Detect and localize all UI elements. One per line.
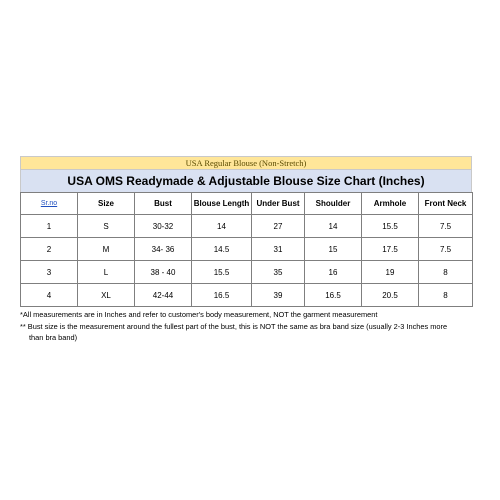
table-row (21, 238, 473, 261)
size-chart-table (20, 192, 473, 307)
table-row (21, 215, 473, 238)
header-size: Size (78, 193, 135, 215)
header-srno-link[interactable]: Sr.no (21, 193, 78, 215)
table-row (21, 284, 473, 307)
cell-front-neck: 7.5 (419, 215, 473, 238)
cell-front-neck: 8 (419, 284, 473, 307)
footnote-bust: ** Bust size is the measurement around the fullest part of the bust, this is NOT the same as bra band size (usually 2-3 Inches more (20, 321, 448, 331)
cell-under-bust: 39 (252, 284, 305, 307)
header-row (21, 193, 473, 215)
cell-srno: 2 (21, 238, 78, 261)
header-blouse-length: Blouse Length (192, 193, 252, 215)
cell-bust: 38 - 40 (135, 261, 192, 284)
size-chart-sheet (20, 156, 472, 344)
cell-blouse-length: 15.5 (192, 261, 252, 284)
table-row (21, 261, 473, 284)
footnotes (20, 309, 472, 344)
cell-front-neck: 8 (419, 261, 473, 284)
footnote-measurements: *All measurements are in Inches and refer to customer's body measurement, NOT the garment measurement (20, 310, 378, 319)
cell-shoulder: 14 (305, 215, 362, 238)
cell-armhole: 20.5 (362, 284, 419, 307)
header-front-neck: Front Neck (419, 193, 473, 215)
cell-armhole: 15.5 (362, 215, 419, 238)
cell-under-bust: 31 (252, 238, 305, 261)
cell-shoulder: 16.5 (305, 284, 362, 307)
cell-blouse-length: 16.5 (192, 284, 252, 307)
cell-blouse-length: 14.5 (192, 238, 252, 261)
header-under-bust: Under Bust (252, 193, 305, 215)
footnote-bust-continued: than bra band) (29, 333, 78, 342)
cell-blouse-length: 14 (192, 215, 252, 238)
cell-armhole: 19 (362, 261, 419, 284)
header-shoulder: Shoulder (305, 193, 362, 215)
cell-front-neck: 7.5 (419, 238, 473, 261)
header-armhole: Armhole (362, 193, 419, 215)
cell-srno: 3 (21, 261, 78, 284)
cell-bust: 30-32 (135, 215, 192, 238)
cell-size: S (78, 215, 135, 238)
cell-size: XL (78, 284, 135, 307)
cell-armhole: 17.5 (362, 238, 419, 261)
cell-size: M (78, 238, 135, 261)
header-bust: Bust (135, 193, 192, 215)
cell-size: L (78, 261, 135, 284)
cell-srno: 4 (21, 284, 78, 307)
cell-bust: 34- 36 (135, 238, 192, 261)
cell-under-bust: 27 (252, 215, 305, 238)
cell-shoulder: 15 (305, 238, 362, 261)
chart-title: USA OMS Readymade & Adjustable Blouse Size Chart (Inches) (20, 169, 472, 192)
cell-bust: 42-44 (135, 284, 192, 307)
cell-srno: 1 (21, 215, 78, 238)
banner-row: USA Regular Blouse (Non-Stretch) (20, 156, 472, 169)
cell-under-bust: 35 (252, 261, 305, 284)
cell-shoulder: 16 (305, 261, 362, 284)
